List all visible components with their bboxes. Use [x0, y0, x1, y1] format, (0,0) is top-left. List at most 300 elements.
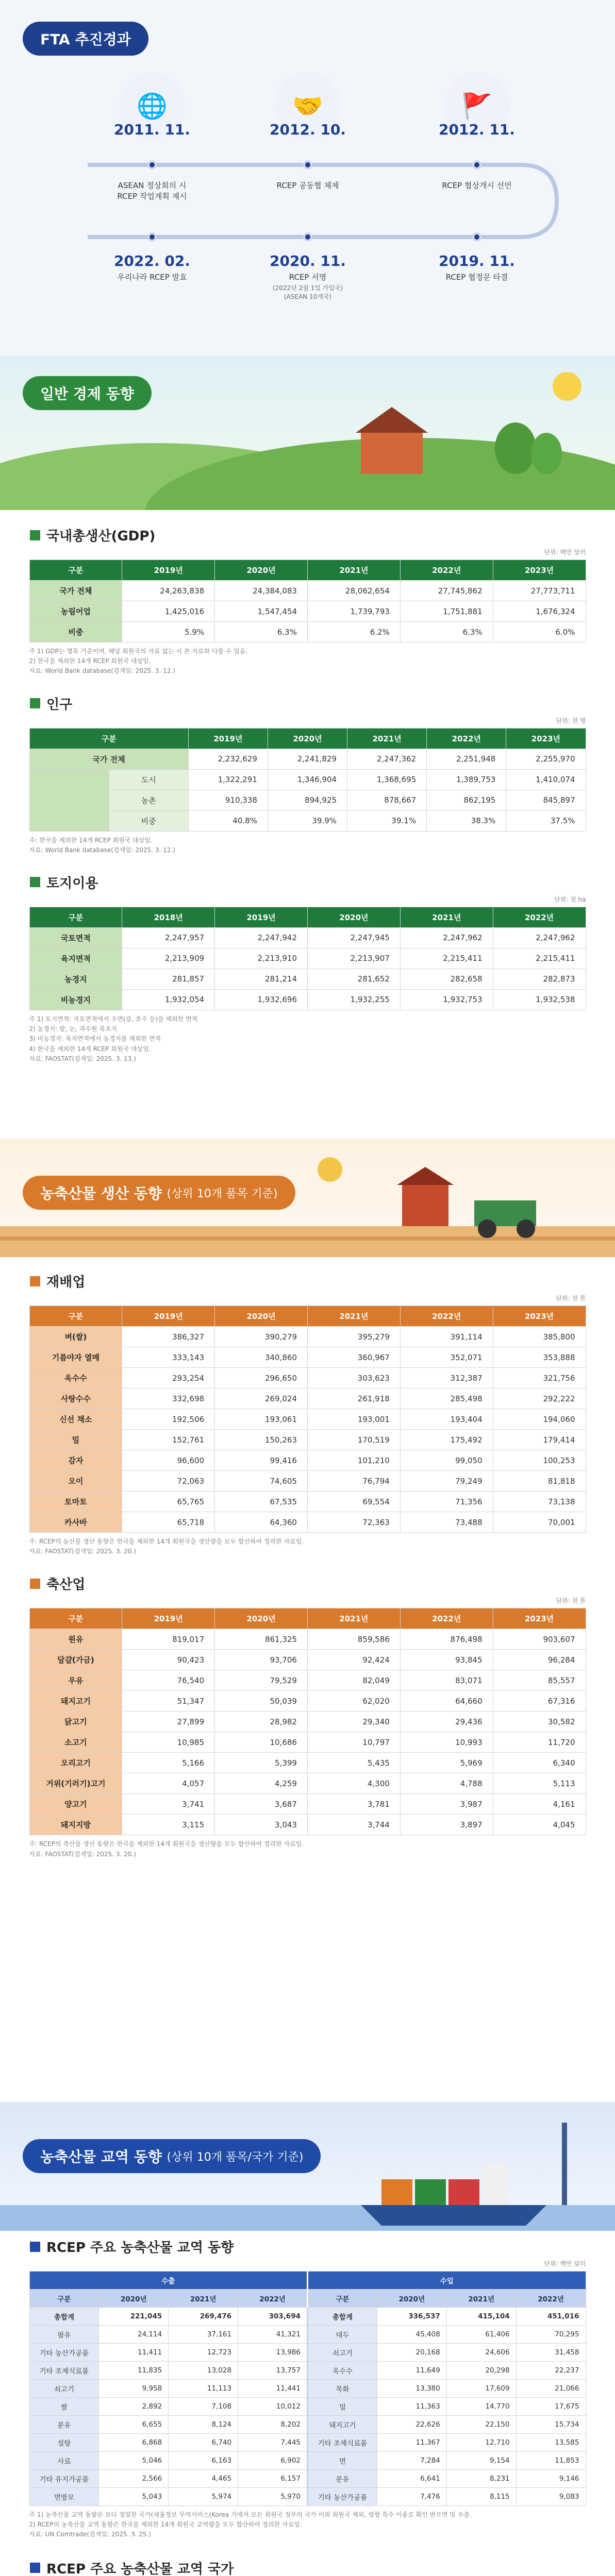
- table-row: [29, 1512, 586, 1533]
- cell-value: 11,441: [238, 2380, 308, 2398]
- column-header: 2019년: [122, 560, 215, 581]
- timeline-event: [85, 178, 219, 201]
- crop-unit: 단위: 천 톤: [556, 1295, 586, 1302]
- cell-value: 6,157: [238, 2470, 308, 2488]
- event-date: 2022. 02.: [114, 252, 190, 269]
- row-label: 팜유: [29, 2326, 99, 2344]
- cell-value: 82,049: [307, 1670, 400, 1691]
- timeline-event: [85, 121, 219, 138]
- row-sublabel: 도시: [109, 769, 188, 790]
- cell-value: 30,582: [493, 1711, 586, 1732]
- column-header: 2022년: [516, 2290, 586, 2308]
- row-label: 대두: [308, 2326, 377, 2344]
- timeline-event: [410, 252, 544, 282]
- note-line: 자료: World Bank database(검색일: 2025. 3. 12.): [29, 667, 175, 675]
- row-label: 돼지지방: [29, 1815, 122, 1835]
- row-label: 옥수수: [29, 1368, 122, 1388]
- prod-pill-title: 농축산물 생산 동향: [40, 1185, 162, 1202]
- trade-items-heading: [30, 2237, 615, 2256]
- cell-value: 152,761: [122, 1430, 215, 1450]
- row-label: 국가 전체: [29, 749, 188, 769]
- cell-value: 3,687: [215, 1794, 308, 1815]
- cell-value: 62,020: [307, 1691, 400, 1711]
- trade-items-table: [29, 2271, 586, 2506]
- cell-value: 6,740: [169, 2434, 238, 2452]
- cell-value: 1,368,695: [347, 769, 427, 790]
- row-label: 카사바: [29, 1512, 122, 1533]
- gdp-notes: [29, 647, 586, 676]
- cell-value: 1,932,753: [400, 989, 493, 1010]
- cell-value: 20,298: [446, 2362, 516, 2380]
- cell-value: 336,537: [377, 2308, 446, 2326]
- cell-value: 21,066: [516, 2380, 586, 2398]
- column-header: 2021년: [307, 1608, 400, 1629]
- table-row: [29, 790, 586, 810]
- square-bullet-icon: [30, 877, 40, 887]
- cell-value: 5,166: [122, 1753, 215, 1773]
- row-label: 기타 조제식료품: [29, 2362, 99, 2380]
- column-header: 2020년: [215, 1306, 308, 1327]
- cell-value: 8,124: [169, 2416, 238, 2434]
- cell-value: 5,043: [99, 2488, 169, 2506]
- row-label: 비중: [29, 622, 122, 642]
- timeline-event: [241, 252, 375, 301]
- table-row: [29, 1388, 586, 1409]
- trade-items-block: [0, 2237, 615, 2540]
- row-label: 농경지: [29, 969, 122, 989]
- table-row: [29, 2488, 586, 2506]
- cell-value: 4,259: [215, 1773, 308, 1794]
- cell-value: 193,404: [400, 1409, 493, 1430]
- row-label: 설탕: [29, 2434, 99, 2452]
- cell-value: 3,043: [215, 1815, 308, 1835]
- cell-value: 10,686: [215, 1732, 308, 1753]
- event-date: 2019. 11.: [439, 252, 515, 269]
- row-label: 기름야자 열매: [29, 1347, 122, 1368]
- row-label: 우유: [29, 1670, 122, 1691]
- cell-value: 51,347: [122, 1691, 215, 1711]
- cell-value: 9,958: [99, 2380, 169, 2398]
- pop-title: 인구: [46, 697, 73, 713]
- cell-value: 878,667: [347, 790, 427, 810]
- cell-value: 296,650: [215, 1368, 308, 1388]
- row-label: 밀: [29, 1430, 122, 1450]
- cell-value: 11,853: [516, 2452, 586, 2470]
- timeline-dot: [147, 232, 157, 242]
- note-line: 3) 비농경지: 육지면적에서 농경지를 제외한 면적: [29, 1035, 161, 1043]
- cell-value: 20,168: [377, 2344, 446, 2362]
- export-group-header: 수출: [29, 2272, 308, 2290]
- cell-value: 2,566: [99, 2470, 169, 2488]
- cell-value: 5,970: [238, 2488, 308, 2506]
- crop-block: [0, 1272, 615, 1556]
- prod-section: [0, 1139, 615, 2102]
- cell-value: 2,215,411: [493, 948, 586, 969]
- table-row: [29, 749, 586, 769]
- cell-value: 99,416: [215, 1450, 308, 1471]
- column-header: 2023년: [493, 560, 586, 581]
- row-label: 면방모: [29, 2488, 99, 2506]
- cell-value: 360,967: [307, 1347, 400, 1368]
- cell-value: 292,222: [493, 1388, 586, 1409]
- row-group-label: [29, 769, 109, 831]
- row-label: 벼(쌀): [29, 1327, 122, 1347]
- gdp-block: [0, 526, 615, 676]
- cell-value: 1,676,324: [493, 601, 586, 622]
- cell-value: 13,585: [516, 2434, 586, 2452]
- timeline-event: [410, 178, 544, 191]
- note-line: 주: RCEP의 축산물 생산 동향은 한국을 제외한 14개 회원국을 생산량을 모두 합산하여 정리한 자료임.: [29, 1840, 304, 1848]
- column-header: 2021년: [446, 2290, 516, 2308]
- table-row: [29, 1691, 586, 1711]
- land-block: [0, 873, 615, 1064]
- cell-value: 74,605: [215, 1471, 308, 1492]
- trade-section: [0, 2102, 615, 2576]
- cell-value: 5,974: [169, 2488, 238, 2506]
- cell-value: 76,540: [122, 1670, 215, 1691]
- cell-value: 7,445: [238, 2434, 308, 2452]
- fta-pill: FTA 추진경과: [23, 22, 148, 56]
- gdp-table: [29, 560, 586, 642]
- cell-value: 9,083: [516, 2488, 586, 2506]
- trade-pill-title: 농축산물 교역 동향: [40, 2148, 162, 2165]
- row-label: 소고기: [29, 1732, 122, 1753]
- note-line: 주 1) 농축산물 교역 동향은 보다 정밀한 국가(세율정보 무역서비스(Korea 기에서 모든 회원국 정부의 국가 이외 회원국 제외, 영향 특수 이용로 확인 받으면 및 수출.: [29, 2511, 472, 2518]
- crop-title: 재배업: [46, 1275, 86, 1290]
- cell-value: 28,062,654: [307, 581, 400, 601]
- cell-value: 281,214: [215, 969, 308, 989]
- econ-pill: 일반 경제 동향: [23, 376, 152, 410]
- column-header: 2023년: [493, 1608, 586, 1629]
- row-label: 기타 농산가공품: [29, 2344, 99, 2362]
- row-label: 양고기: [29, 1794, 122, 1815]
- cell-value: 1,410,074: [506, 769, 586, 790]
- cell-value: 285,498: [400, 1388, 493, 1409]
- import-group-header: 수입: [308, 2272, 586, 2290]
- cell-value: 70,001: [493, 1512, 586, 1533]
- cell-value: 333,143: [122, 1347, 215, 1368]
- cell-value: 27,773,711: [493, 581, 586, 601]
- row-label: 달걀(가금): [29, 1650, 122, 1670]
- cell-value: 24,606: [446, 2344, 516, 2362]
- cell-value: 10,985: [122, 1732, 215, 1753]
- land-heading: [30, 873, 615, 892]
- cell-value: 3,115: [122, 1815, 215, 1835]
- cell-value: 79,529: [215, 1670, 308, 1691]
- cell-value: 37,161: [169, 2326, 238, 2344]
- row-label: 오이: [29, 1471, 122, 1492]
- cell-value: 31,458: [516, 2344, 586, 2362]
- table-row: [29, 1629, 586, 1650]
- column-header: 2022년: [427, 728, 506, 749]
- column-header: 2019년: [122, 1306, 215, 1327]
- table-row: [29, 1471, 586, 1492]
- event-label: RCEP 협상개시 선언: [442, 181, 512, 190]
- row-label: 닭고기: [29, 1711, 122, 1732]
- cell-value: 50,039: [215, 1691, 308, 1711]
- timeline-dot: [472, 232, 481, 242]
- cell-value: 79,249: [400, 1471, 493, 1492]
- cell-value: 11,113: [169, 2380, 238, 2398]
- cell-value: 13,028: [169, 2362, 238, 2380]
- cell-value: 93,706: [215, 1650, 308, 1670]
- econ-tables: [0, 526, 615, 1081]
- table-row: [29, 1650, 586, 1670]
- cell-value: 92,424: [307, 1650, 400, 1670]
- gdp-title: 국내총생산(GDP): [46, 529, 156, 544]
- cell-value: 29,340: [307, 1711, 400, 1732]
- cell-value: 179,414: [493, 1430, 586, 1450]
- cell-value: 150,263: [215, 1430, 308, 1450]
- cell-value: 312,387: [400, 1368, 493, 1388]
- table-row: [29, 810, 586, 831]
- cell-value: 5,113: [493, 1773, 586, 1794]
- cell-value: 2,213,907: [307, 948, 400, 969]
- cell-value: 3,744: [307, 1815, 400, 1835]
- cell-value: 12,710: [446, 2434, 516, 2452]
- row-label: 총합계: [308, 2308, 377, 2326]
- cell-value: 11,363: [377, 2398, 446, 2416]
- cell-value: 4,045: [493, 1815, 586, 1835]
- row-label: 농림어업: [29, 601, 122, 622]
- note-line: 주 1) 토지면적: 국토면적에서 수면(강, 호수 등)을 제외한 면적: [29, 1015, 198, 1023]
- cell-value: 1,547,454: [215, 601, 308, 622]
- column-header: 2020년: [215, 1608, 308, 1629]
- livestock-table: [29, 1608, 586, 1835]
- square-bullet-icon: [30, 2563, 40, 2573]
- cell-value: 6.3%: [400, 622, 493, 642]
- event-date: 2012. 11.: [439, 121, 515, 138]
- cell-value: 4,057: [122, 1773, 215, 1794]
- cell-value: 70,295: [516, 2326, 586, 2344]
- cell-value: 193,001: [307, 1409, 400, 1430]
- livestock-block: [0, 1574, 615, 1859]
- column-header: 구분: [29, 907, 122, 927]
- cell-value: 1,322,291: [188, 769, 268, 790]
- table-row: [29, 1492, 586, 1512]
- table-row: [29, 1794, 586, 1815]
- cell-value: 352,071: [400, 1347, 493, 1368]
- trade-items-title: RCEP 주요 농축산물 교역 동향: [46, 2240, 234, 2256]
- cell-value: 85,557: [493, 1670, 586, 1691]
- table-row: [29, 927, 586, 948]
- column-header: 2022년: [400, 1306, 493, 1327]
- cell-value: 24,114: [99, 2326, 169, 2344]
- cell-value: 4,300: [307, 1773, 400, 1794]
- cell-value: 7,284: [377, 2452, 446, 2470]
- column-header: 2022년: [238, 2290, 308, 2308]
- cell-value: 6,340: [493, 1753, 586, 1773]
- note-line: 4) 한국을 제외한 14개 RCEP 회원국 대상임.: [29, 1045, 151, 1053]
- cell-value: 22,150: [446, 2416, 516, 2434]
- cell-value: 386,327: [122, 1327, 215, 1347]
- row-label: 분유: [308, 2470, 377, 2488]
- cell-value: 6.3%: [215, 622, 308, 642]
- cell-value: 5,435: [307, 1753, 400, 1773]
- cell-value: 269,024: [215, 1388, 308, 1409]
- cell-value: 3,781: [307, 1794, 400, 1815]
- square-bullet-icon: [30, 530, 40, 540]
- econ-section: [0, 355, 615, 1139]
- cell-value: 2,247,962: [400, 927, 493, 948]
- cell-value: 28,982: [215, 1711, 308, 1732]
- land-table: [29, 907, 586, 1010]
- cell-value: 321,756: [493, 1368, 586, 1388]
- cell-value: 61,406: [446, 2326, 516, 2344]
- table-row: [29, 1409, 586, 1430]
- livestock-notes: [29, 1839, 586, 1859]
- cell-value: 81,818: [493, 1471, 586, 1492]
- row-label: 면: [308, 2452, 377, 2470]
- cell-value: 71,356: [400, 1492, 493, 1512]
- table-row: [29, 769, 586, 790]
- cell-value: 64,660: [400, 1691, 493, 1711]
- cell-value: 17,675: [516, 2398, 586, 2416]
- note-line: 자료: UN Comtrade(검색일: 2025. 3. 25.): [29, 2531, 152, 2538]
- event-date: 2012. 10.: [270, 121, 346, 138]
- row-label: 오리고기: [29, 1753, 122, 1773]
- cell-value: 395,279: [307, 1327, 400, 1347]
- row-label: 원유: [29, 1629, 122, 1650]
- table-row: [29, 1368, 586, 1388]
- cell-value: 39.1%: [347, 810, 427, 831]
- note-line: 2) 농경지: 밭, 논, 과수원 목초지: [29, 1025, 118, 1033]
- cell-value: 282,873: [493, 969, 586, 989]
- cell-value: 6,868: [99, 2434, 169, 2452]
- land-notes: [29, 1014, 586, 1064]
- table-row: [29, 1347, 586, 1368]
- cell-value: 451,016: [516, 2308, 586, 2326]
- globe-icon: 🌐: [119, 72, 186, 139]
- table-row: [29, 1815, 586, 1835]
- land-unit: 단위: 천 ha: [554, 895, 586, 903]
- column-header: 2020년: [377, 2290, 446, 2308]
- cell-value: 903,607: [493, 1629, 586, 1650]
- table-row: [29, 581, 586, 601]
- cell-value: 27,745,862: [400, 581, 493, 601]
- table-row: [29, 1711, 586, 1732]
- cell-value: 101,210: [307, 1450, 400, 1471]
- cell-value: 22,626: [377, 2416, 446, 2434]
- column-header: 2020년: [99, 2290, 169, 2308]
- cell-value: 96,600: [122, 1450, 215, 1471]
- cell-value: 1,739,793: [307, 601, 400, 622]
- cell-value: 4,161: [493, 1794, 586, 1815]
- note-line: 자료: FAOSTAT(검색일: 2025. 3. 13.): [29, 1055, 136, 1062]
- column-header: 2022년: [400, 560, 493, 581]
- row-label: 쇠고기: [29, 2380, 99, 2398]
- square-bullet-icon: [30, 698, 40, 708]
- trade-countries-title: RCEP 주요 농축산물 교역 국가: [46, 2561, 234, 2576]
- cell-value: 10,797: [307, 1732, 400, 1753]
- prod-pill: [23, 1176, 295, 1210]
- cell-value: 11,720: [493, 1732, 586, 1753]
- column-header: 2020년: [215, 560, 308, 581]
- cell-value: 5,046: [99, 2452, 169, 2470]
- cell-value: 2,251,948: [427, 749, 506, 769]
- cell-value: 39.9%: [268, 810, 347, 831]
- cell-value: 332,698: [122, 1388, 215, 1409]
- cell-value: 5,969: [400, 1753, 493, 1773]
- pop-table: [29, 728, 586, 832]
- cell-value: 1,932,696: [215, 989, 308, 1010]
- row-label: 거위(기러기)고기: [29, 1773, 122, 1794]
- pop-block: [0, 694, 615, 855]
- column-header: 2019년: [215, 907, 308, 927]
- row-label: 총합계: [29, 2308, 99, 2326]
- cell-value: 4,465: [169, 2470, 238, 2488]
- row-label: 쇠고기: [308, 2344, 377, 2362]
- timeline-event: [85, 252, 219, 282]
- column-header: 2022년: [400, 1608, 493, 1629]
- cell-value: 1,932,538: [493, 989, 586, 1010]
- column-header: 2018년: [122, 907, 215, 927]
- table-row: [29, 622, 586, 642]
- table-row: [29, 601, 586, 622]
- fta-section: [0, 0, 615, 355]
- timeline-dot: [303, 232, 312, 242]
- cell-value: 14,770: [446, 2398, 516, 2416]
- event-date: 2020. 11.: [270, 252, 346, 269]
- table-row: [29, 2452, 586, 2470]
- livestock-title: 축산업: [46, 1577, 86, 1593]
- cell-value: 1,932,255: [307, 989, 400, 1010]
- cell-value: 73,488: [400, 1512, 493, 1533]
- cell-value: 1,751,881: [400, 601, 493, 622]
- row-label: 신선 채소: [29, 1409, 122, 1430]
- row-label: 비농경지: [29, 989, 122, 1010]
- table-row: [29, 2416, 586, 2434]
- table-row: [29, 2380, 586, 2398]
- crop-notes: [29, 1537, 586, 1556]
- column-header: 2021년: [400, 907, 493, 927]
- cell-value: 221,045: [99, 2308, 169, 2326]
- row-label: 기타 농산가공품: [308, 2488, 377, 2506]
- timeline-event: [241, 178, 375, 191]
- event-label: RCEP 협정문 타결: [445, 273, 508, 282]
- timeline-dot: [147, 160, 157, 170]
- table-row: [29, 1430, 586, 1450]
- row-sublabel: 비중: [109, 810, 188, 831]
- cell-value: 415,104: [446, 2308, 516, 2326]
- cell-value: 303,694: [238, 2308, 308, 2326]
- timeline-event: [241, 121, 375, 138]
- row-sublabel: 농촌: [109, 790, 188, 810]
- note-line: 주: 한국을 제외한 14개 RCEP 회원국 대상임.: [29, 836, 153, 844]
- timeline-dot: [303, 160, 312, 170]
- column-header: 2021년: [169, 2290, 238, 2308]
- table-row: [29, 2344, 586, 2362]
- cell-value: 876,498: [400, 1629, 493, 1650]
- cell-value: 170,519: [307, 1430, 400, 1450]
- cell-value: 3,897: [400, 1815, 493, 1835]
- livestock-heading: [30, 1574, 615, 1593]
- table-group-row: [29, 2272, 586, 2290]
- table-row: [29, 989, 586, 1010]
- trade-pill: [23, 2139, 321, 2173]
- row-label: 돼지고기: [29, 1691, 122, 1711]
- cell-value: 2,247,942: [215, 927, 308, 948]
- pop-notes: [29, 836, 586, 855]
- column-header: 2021년: [347, 728, 427, 749]
- column-header: 2023년: [493, 1306, 586, 1327]
- trade-countries-heading: [30, 2558, 615, 2576]
- cell-value: 24,384,083: [215, 581, 308, 601]
- cell-value: 2,247,957: [122, 927, 215, 948]
- table-row: [29, 2470, 586, 2488]
- square-bullet-icon: [30, 2242, 40, 2252]
- row-label: 사탕수수: [29, 1388, 122, 1409]
